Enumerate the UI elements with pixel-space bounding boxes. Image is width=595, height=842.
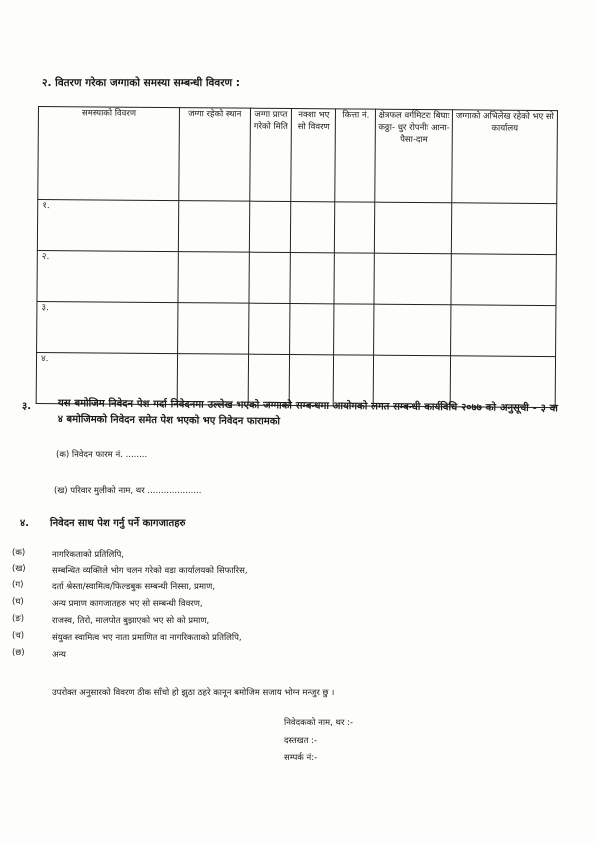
doc-item-marker: (ङ) [12, 614, 25, 624]
table-cell[interactable] [334, 304, 374, 355]
doc-item-text: नागरिकताको प्रतिलिपि, [52, 550, 124, 560]
signature-field[interactable]: दस्तखत :- [284, 736, 318, 746]
declaration-text: उपरोक्त अनुसारको विवरण ठीक साँचो हो झुठा ठहरे कानून बमोजिम सजाय भोग्न मन्जुर छु । [52, 688, 335, 698]
section-2-title: २. वितरण गरेका जग्गाको समस्या सम्बन्धी विवरण : [42, 77, 240, 89]
table-cell[interactable] [290, 252, 334, 303]
table-cell[interactable] [374, 253, 451, 305]
table-cell[interactable] [375, 202, 452, 254]
table-cell[interactable] [450, 305, 555, 357]
table-cell[interactable] [334, 253, 374, 304]
table-row [37, 301, 556, 356]
section-3-number: ३. [22, 401, 31, 412]
table-row [37, 200, 556, 255]
row-number: २. [37, 250, 179, 302]
table-cell[interactable] [335, 202, 375, 253]
contact-number-field[interactable]: सम्पर्क नं:- [284, 753, 318, 763]
header-problem-details: समस्याको विवरण [38, 107, 180, 201]
table-cell[interactable] [248, 252, 290, 303]
table-cell[interactable] [178, 303, 249, 355]
doc-item-marker: (ग) [12, 580, 24, 590]
doc-item-marker: (घ) [12, 597, 24, 607]
table-cell[interactable] [290, 303, 334, 354]
doc-item-text: अन्य प्रमाण कागजातहरु भए सो सम्बन्धी विवरण, [52, 599, 203, 609]
doc-item-marker: (छ) [12, 648, 25, 658]
table-cell[interactable] [248, 303, 290, 354]
doc-item-text: दर्ता श्रेस्ता/स्वामित्व/फिल्डबुक सम्बन्धी निस्सा, प्रमाण, [52, 582, 215, 592]
section-4-title: निवेदन साथ पेश गर्नु पर्ने कागजातहरु [50, 518, 186, 529]
table-cell[interactable] [451, 254, 556, 306]
doc-item-marker: (ख) [12, 564, 26, 574]
doc-item-text: राजस्व, तिरो, मालपोत बुझाएको भए सो को प्रमाण, [52, 616, 210, 626]
doc-item-text: सम्बन्धित व्यक्तिले भोग चलन गरेको वडा कार्यालयको सिफारिस, [52, 566, 248, 576]
doc-item-text: अन्य [52, 650, 66, 660]
application-form-number-field[interactable]: (क) निवेदन फारम नं. ........ [56, 450, 148, 460]
header-record-office: जग्गाको अभिलेख रहेको भए सो कार्यालय [452, 110, 558, 204]
doc-item-marker: (क) [12, 548, 26, 558]
table-row [37, 250, 556, 305]
header-map-details: नक्शा भए सो विवरण [291, 108, 336, 201]
row-number: ४. [36, 352, 178, 404]
applicant-name-field[interactable]: निवेदकको नाम, थर :- [284, 718, 354, 728]
family-head-name-field[interactable]: (ख) परिवार मुलीको नाम, थर .................... [54, 486, 202, 496]
table-cell[interactable] [451, 203, 556, 255]
land-problem-table [36, 106, 558, 408]
table-header-row [38, 107, 558, 204]
section-3-text: यस बमोजिम निवेदन पेश गर्दा निवेदनमा उल्लेख भएको जग्गाको सम्बन्धमा आयोगको लगत सम्बन्धी कार्यविधि २०७७ को अनुसूची - ३ वा ४ बमोजिमको निवेदन समेत पेश भएको भए निवेदन फारामको [57, 397, 558, 428]
doc-item-marker: (च) [12, 631, 25, 641]
table-cell[interactable] [249, 201, 291, 252]
header-kitta-number: कित्ता नं. [335, 109, 376, 202]
doc-item-text: संयुक्त स्वामित्व भए नाता प्रमाणित वा नागरिकताको प्रतिलिपि, [52, 633, 242, 643]
table-cell[interactable] [179, 201, 250, 253]
table-cell[interactable] [374, 304, 451, 356]
section-4-number: ४. [20, 518, 29, 529]
header-area: क्षेत्रफल वर्गमिटरः बिघाः कठ्ठा- धुर रोपनीः आना- पैसा-दाम [375, 109, 452, 203]
header-acquired-date: जग्गा प्राप्त गरेको मिति [249, 108, 292, 201]
row-number: १. [37, 200, 179, 252]
table-cell[interactable] [291, 201, 335, 252]
table-cell[interactable] [178, 252, 249, 304]
row-number: ३. [37, 301, 179, 353]
header-land-location: जग्गा रहेको स्थान [179, 108, 250, 202]
